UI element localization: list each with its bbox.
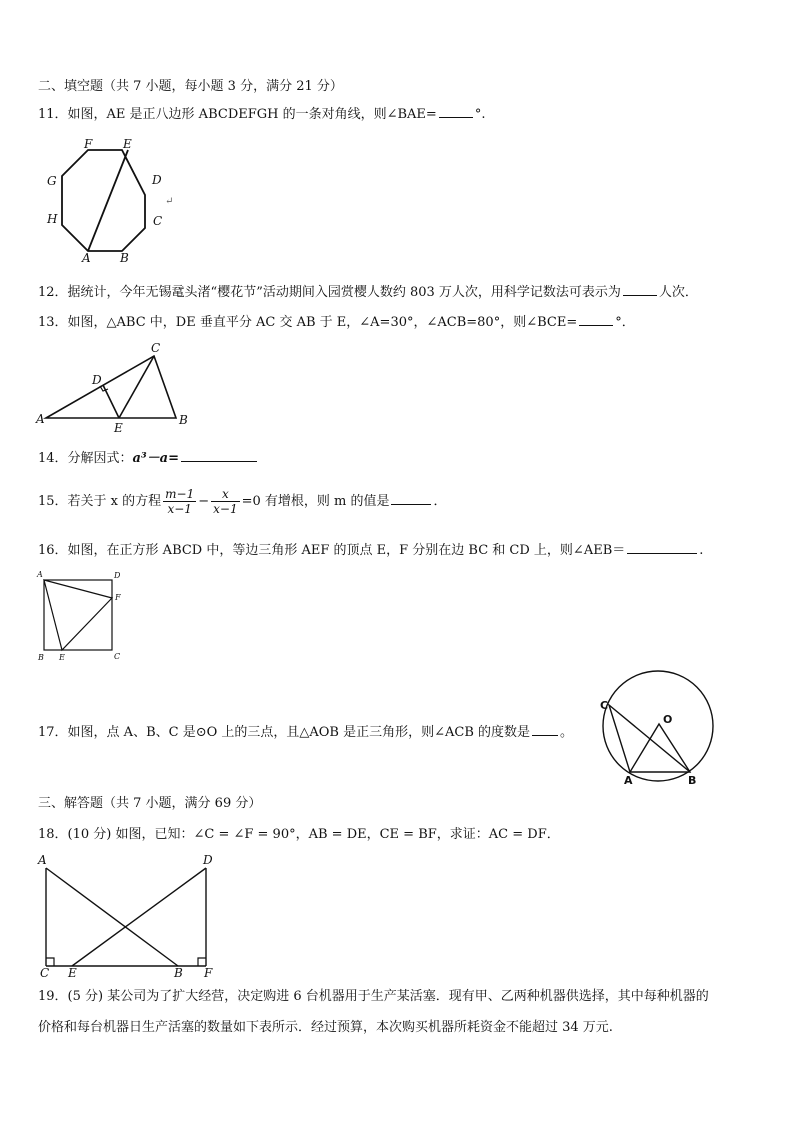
label-d: D — [114, 571, 121, 580]
question-13-suffix: °． — [615, 315, 635, 330]
question-15-text: 15．若关于 x 的方程 — [38, 494, 162, 509]
question-18: 18．(10 分) 如图，已知：∠C = ∠F = 90°，AB = DE，CE = BF，求证：AC = DF． — [38, 827, 560, 842]
question-19-line-1: 19．(5 分) 某公司为了扩大经营，决定购进 6 台机器用于生产某活塞．现有甲、乙两种机器供选择，其中每种机器的 — [38, 989, 709, 1004]
label-c: C — [40, 966, 50, 980]
segment-de — [72, 868, 206, 966]
label-d: D — [92, 373, 102, 387]
label-b: B — [688, 774, 697, 787]
label-h: H — [47, 212, 58, 226]
minus-sign: − — [198, 494, 210, 509]
question-14-expression: a³－a= — [132, 451, 179, 466]
question-15 — [38, 484, 447, 520]
question-14-text: 14．分解因式： — [38, 451, 133, 466]
label-a: A — [38, 853, 47, 867]
answer-blank-13[interactable] — [579, 312, 613, 326]
question-14 — [38, 448, 259, 468]
question-16-text: 16．如图，在正方形 ABCD 中，等边三角形 AEF 的顶点 E，F 分别在边 BC 和 CD 上，则∠AEB＝ — [38, 543, 626, 558]
label-o: O — [663, 713, 673, 726]
triangle-abc — [46, 356, 176, 418]
question-11-suffix: °. — [474, 107, 486, 122]
answer-blank-17[interactable] — [532, 722, 558, 736]
label-b: B — [38, 653, 44, 662]
label-f: F — [115, 593, 121, 602]
figure-circle — [592, 668, 722, 790]
label-e: E — [68, 966, 77, 980]
diagonal-ae — [88, 150, 128, 251]
figure-triangle-abc — [34, 338, 204, 438]
segment-ab — [46, 868, 178, 966]
label-a: A — [624, 774, 633, 787]
question-19-line-2: 价格和每台机器日生产活塞的数量如下表所示．经过预算，本次购买机器所耗资金不能超过 34 万元. — [38, 1020, 613, 1035]
answer-blank-15[interactable] — [391, 491, 431, 505]
section-3-title: 三、解答题（共 7 小题，满分 69 分） — [38, 796, 262, 811]
fraction-1-denominator: x−1 — [167, 502, 192, 516]
label-e: E — [114, 421, 123, 435]
question-12 — [38, 282, 698, 302]
label-a: A — [82, 251, 91, 263]
question-17 — [38, 722, 573, 742]
answer-blank-14[interactable] — [181, 448, 257, 462]
question-12-text: 12．据统计，今年无锡鼋头渚“樱花节”活动期间入园赏樱人数约 803 万人次，用科学记数法可表示为 — [38, 285, 621, 300]
label-c: C — [114, 652, 121, 661]
square-abcd — [44, 580, 112, 650]
question-15-suffix: ． — [433, 494, 447, 509]
question-16-suffix: . — [699, 543, 704, 558]
chords-ca-cb — [609, 705, 690, 772]
label-c: C — [153, 214, 163, 228]
label-b: B — [174, 966, 183, 980]
section-2-title: 二、填空题（共 7 小题，每小题 3 分，满分 21 分） — [38, 79, 343, 94]
fraction-2 — [211, 487, 239, 516]
triangle-aef — [44, 580, 112, 650]
fraction-2-numerator: x — [211, 487, 239, 502]
label-f: F — [84, 137, 93, 151]
figure-square — [34, 568, 134, 668]
label-f: F — [204, 966, 213, 980]
label-b: B — [120, 251, 129, 263]
fraction-2-denominator: x−1 — [213, 502, 238, 516]
fraction-1-numerator: m−1 — [165, 487, 195, 501]
label-a: A — [36, 412, 45, 426]
right-angle-c — [46, 958, 54, 966]
label-c: C — [600, 699, 609, 712]
label-e: E — [59, 653, 65, 662]
question-13 — [38, 312, 635, 332]
question-11 — [38, 104, 485, 124]
answer-blank-11[interactable] — [439, 104, 473, 118]
question-16 — [38, 540, 703, 560]
right-angle-f — [198, 958, 206, 966]
label-a: A — [37, 570, 43, 579]
question-13-text: 13．如图，△ABC 中，DE 垂直平分 AC 交 AB 于 E，∠A=30°，∠ACB=80°，则∠BCE= — [38, 315, 578, 330]
answer-blank-16[interactable] — [627, 540, 697, 554]
label-e: E — [123, 137, 132, 151]
question-17-suffix: 。 — [560, 725, 574, 740]
label-d: D — [203, 853, 213, 867]
label-d: D — [152, 173, 162, 187]
label-g: G — [47, 174, 57, 188]
question-15-text-b: =0 有增根，则 m 的值是 — [241, 494, 390, 509]
label-b: B — [179, 413, 188, 427]
return-mark-icon: ↵ — [165, 196, 174, 207]
octagon-shape — [62, 150, 145, 251]
figure-two-right-triangles — [34, 850, 224, 980]
label-c: C — [151, 341, 161, 355]
question-12-suffix: 人次． — [658, 285, 698, 300]
question-17-text: 17．如图，点 A、B、C 是⊙O 上的三点，且△AOB 是正三角形，则∠ACB 的度数是 — [38, 725, 531, 740]
figure-octagon — [40, 133, 180, 263]
fraction-1 — [163, 487, 196, 516]
question-11-text: 11．如图，AE 是正八边形 ABCDEFGH 的一条对角线，则∠BAE= — [38, 107, 437, 122]
answer-blank-12[interactable] — [623, 282, 657, 296]
